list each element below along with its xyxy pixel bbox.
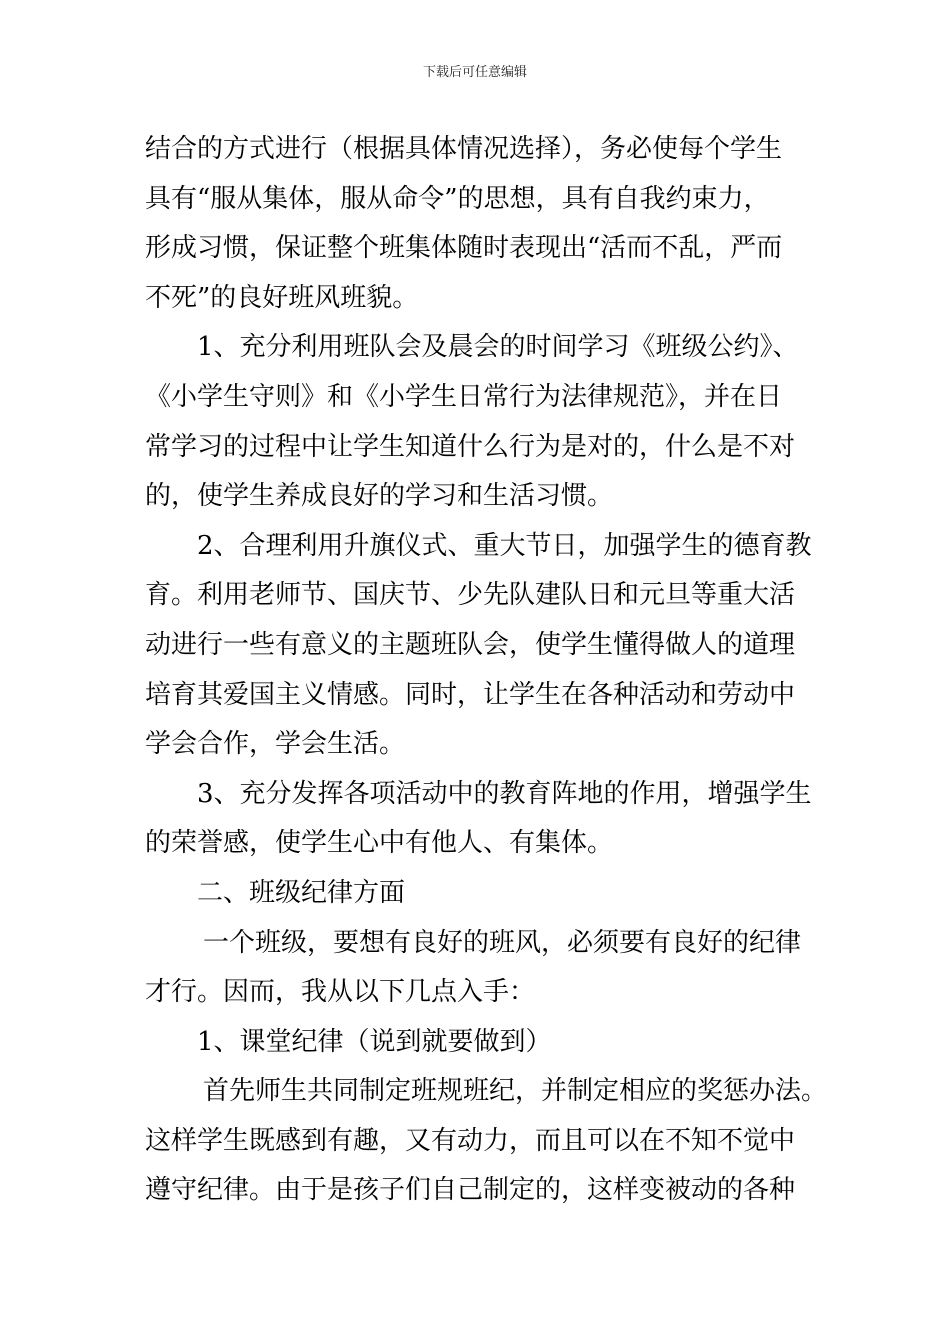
- page-header: 下载后可任意编辑: [422, 65, 527, 80]
- text-line: 才行。因而，我从以下几点入手：: [145, 977, 536, 1008]
- text-line: 这样学生既感到有趣，又有动力，而且可以在不知不觉中: [145, 1125, 796, 1156]
- text-line: 3、充分发挥各项活动中的教育阵地的作用，增强学生: [197, 778, 812, 809]
- text-line: 常学习的过程中让学生知道什么行为是对的，什么是不对: [145, 431, 796, 462]
- text-line: 形成习惯，保证整个班集体随时表现出“活而不乱，严而: [145, 233, 783, 264]
- text-line: 动进行一些有意义的主题班队会，使学生懂得做人的道理: [145, 629, 796, 660]
- text-line: 学会合作，学会生活。: [145, 729, 406, 760]
- section-heading: 二、班级纪律方面: [197, 877, 406, 908]
- text-line: 培育其爱国主义情感。同时，让学生在各种活动和劳动中: [145, 679, 796, 710]
- text-line: 不死”的良好班风班貌。: [145, 282, 419, 313]
- text-line: 2、合理利用升旗仪式、重大节日，加强学生的德育教: [197, 530, 812, 561]
- text-line: 具有“服从集体，服从命令”的思想，具有自我约束力，: [145, 183, 770, 214]
- text-line: 遵守纪律。由于是孩子们自己制定的，这样变被动的各种: [145, 1175, 796, 1206]
- text-line: 的荣誉感，使学生心中有他人、有集体。: [145, 828, 614, 859]
- text-line: 一个班级，要想有良好的班风，必须要有良好的纪律: [203, 927, 802, 958]
- text-line: 1、充分利用班队会及晨会的时间学习《班级公约》、: [197, 332, 799, 363]
- document-body: [145, 125, 828, 1216]
- text-line: 的，使学生养成良好的学习和生活习惯。: [145, 481, 614, 512]
- text-line: 《小学生守则》和《小学生日常行为法律规范》，并在日: [145, 381, 783, 412]
- text-line: 首先师生共同制定班规班纪，并制定相应的奖惩办法。: [203, 1076, 828, 1107]
- subsection-heading: 1、课堂纪律（说到就要做到）: [197, 1026, 552, 1057]
- text-line: 育。利用老师节、国庆节、少先队建队日和元旦等重大活: [145, 580, 796, 611]
- text-line: 结合的方式进行（根据具体情况选择），务必使每个学生: [145, 134, 783, 164]
